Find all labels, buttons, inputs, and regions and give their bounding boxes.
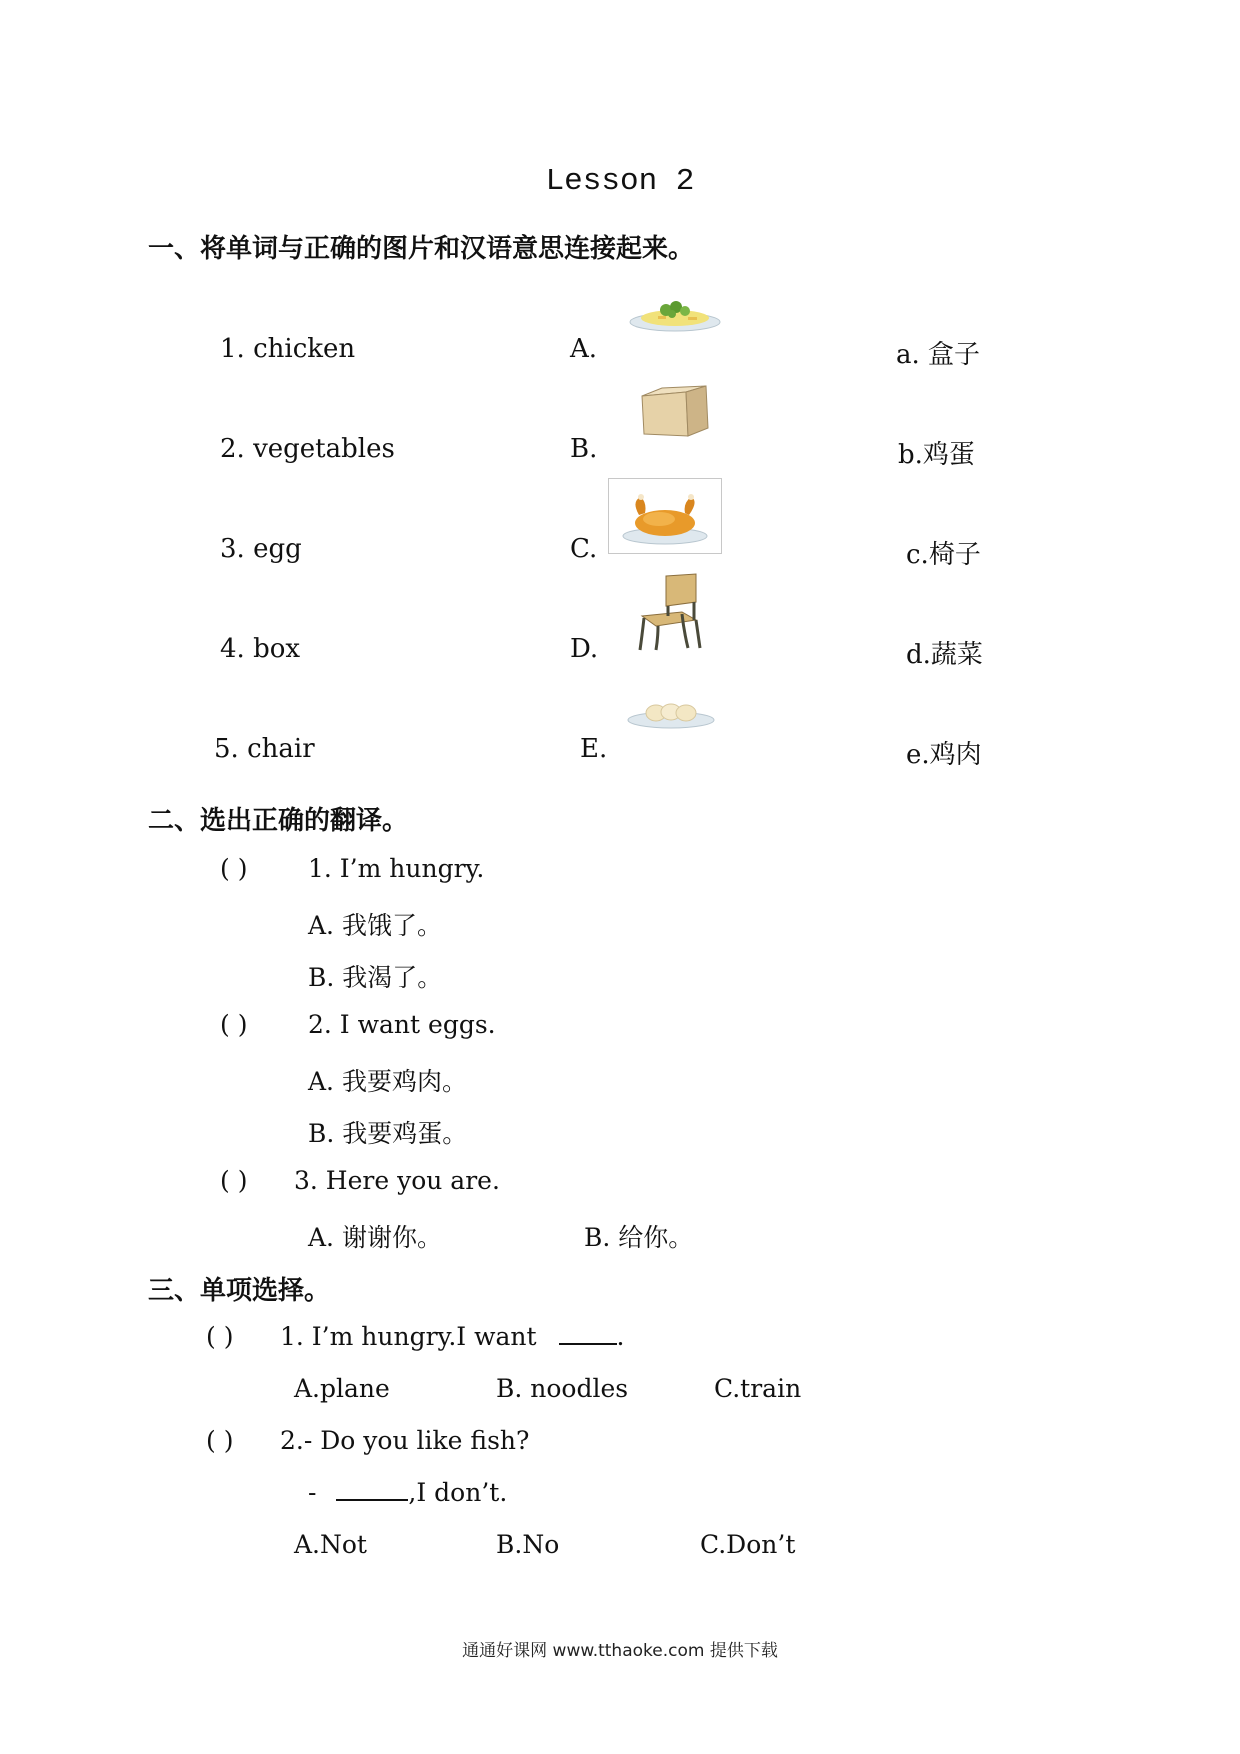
question-2-2: 2. I want eggs.: [308, 1010, 496, 1039]
word-item-5: 5. chair: [214, 734, 315, 764]
answer-blank-3-1[interactable]: [559, 1343, 617, 1345]
section2-heading: 二、选出正确的翻译。: [148, 806, 409, 836]
option-3-2-c: C.Don’t: [700, 1530, 796, 1559]
question-3-1-end: .: [616, 1322, 625, 1351]
option-2-1-a: A. 我饿了。: [308, 911, 442, 940]
eggs-plate-icon: [626, 700, 716, 730]
roast-chicken-icon: [609, 479, 721, 553]
word-item-4: 4. box: [220, 634, 301, 664]
option-3-2-a: A.Not: [294, 1530, 367, 1559]
picture-letter-c: C.: [570, 534, 598, 564]
answer-paren-2-3[interactable]: ( ): [220, 1166, 248, 1195]
picture-letter-d: D.: [570, 634, 599, 664]
answer-paren-2-2[interactable]: ( ): [220, 1010, 248, 1039]
section1-heading: 一、将单词与正确的图片和汉语意思连接起来。: [148, 234, 695, 264]
option-2-1-b: B. 我渴了。: [308, 963, 443, 992]
option-3-1-a: A.plane: [294, 1374, 390, 1403]
reply-3-2-dash: -: [308, 1478, 317, 1507]
box-icon: [638, 382, 710, 438]
picture-letter-e: E.: [580, 734, 608, 764]
vegetable-plate-icon: [628, 296, 722, 334]
word-item-3: 3. egg: [220, 534, 302, 564]
answer-blank-3-2[interactable]: [336, 1499, 408, 1501]
option-3-1-c: C.train: [714, 1374, 802, 1403]
reply-3-2: [308, 1478, 507, 1507]
roast-chicken-frame: [608, 478, 722, 554]
question-2-3: 3. Here you are.: [294, 1166, 500, 1195]
meaning-b: b.鸡蛋: [898, 440, 975, 470]
question-3-1-text: 1. I’m hungry.I want: [280, 1322, 537, 1351]
option-2-2-a: A. 我要鸡肉。: [308, 1067, 467, 1096]
chair-icon: [636, 572, 702, 652]
picture-letter-a: A.: [570, 334, 598, 364]
section3-heading: 三、单项选择。: [148, 1276, 331, 1306]
reply-3-2-end: ,I don’t.: [408, 1478, 508, 1507]
question-3-2: 2.- Do you like fish?: [280, 1426, 530, 1455]
meaning-e: e.鸡肉: [906, 740, 982, 770]
option-2-3-a: A. 谢谢你。: [308, 1223, 442, 1252]
page-title: Lesson 2: [545, 164, 695, 199]
answer-paren-3-1[interactable]: ( ): [206, 1322, 234, 1351]
option-2-2-b: B. 我要鸡蛋。: [308, 1119, 468, 1148]
picture-letter-b: B.: [570, 434, 598, 464]
meaning-a: a. 盒子: [896, 340, 981, 370]
option-3-1-b: B. noodles: [496, 1374, 629, 1403]
meaning-d: d.蔬菜: [906, 640, 983, 670]
meaning-c: c.椅子: [906, 540, 981, 570]
word-item-2: 2. vegetables: [220, 434, 395, 464]
footer-credit: 通通好课网 www.tthaoke.com 提供下载: [462, 1641, 778, 1661]
option-2-3-b: B. 给你。: [584, 1223, 694, 1252]
option-3-2-b: B.No: [496, 1530, 560, 1559]
answer-paren-2-1[interactable]: ( ): [220, 854, 248, 883]
word-item-1: 1. chicken: [220, 334, 356, 364]
question-3-1: [280, 1322, 624, 1351]
question-2-1: 1. I’m hungry.: [308, 854, 485, 883]
answer-paren-3-2[interactable]: ( ): [206, 1426, 234, 1455]
